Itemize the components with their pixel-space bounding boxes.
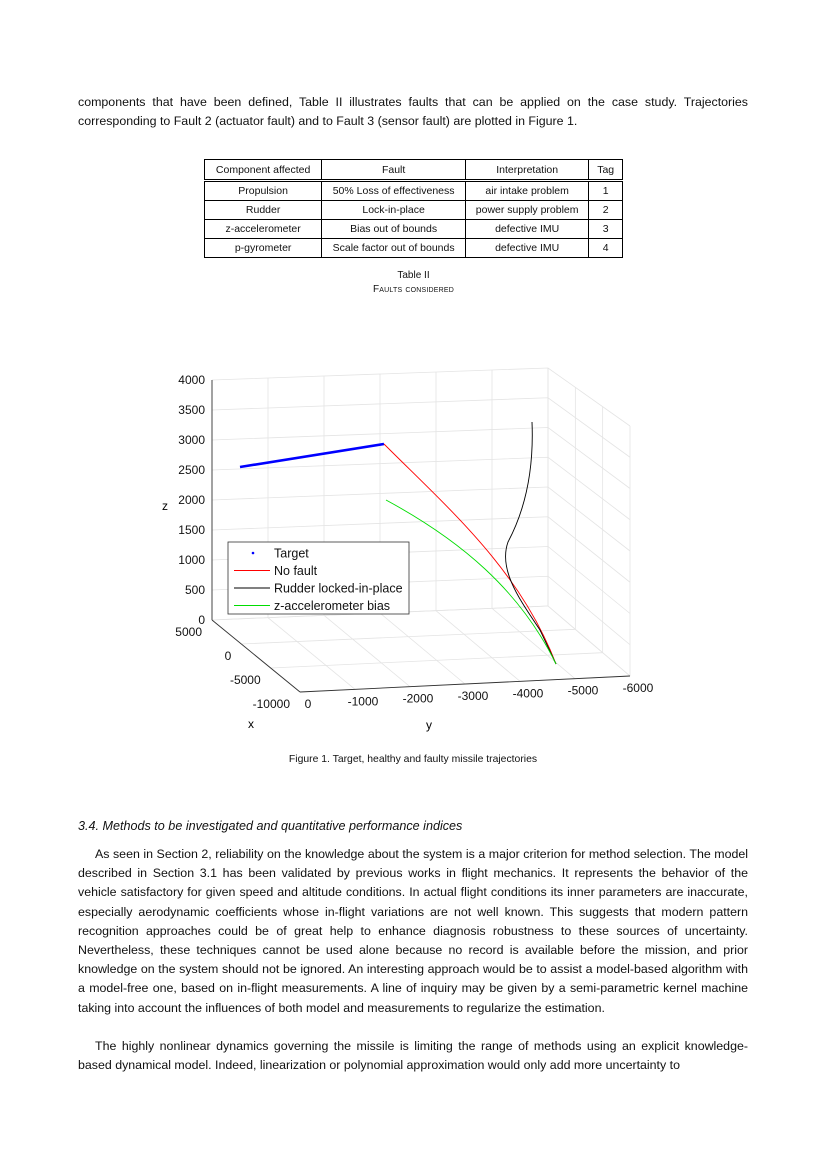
table-header-cell: Component affected [205,160,322,181]
legend-marker [252,552,255,555]
table-row [205,201,623,220]
z-tick-label: 4000 [178,373,205,387]
table-cell: defective IMU [465,239,588,258]
z-tick-label: 3500 [178,403,205,417]
y-tick-label: -6000 [622,681,654,695]
table-cell: 1 [589,181,623,201]
legend-entry: No fault [274,564,318,578]
figure-caption: Figure 1. Target, healthy and faulty missile trajectories [288,754,538,765]
z-tick-label: 0 [198,613,205,627]
table-cell: air intake problem [465,181,588,201]
grid-lines [212,368,630,692]
table-cell: Rudder [205,201,322,220]
grid-line [548,606,630,676]
grid-line [212,487,630,551]
table-caption-label: Table II [397,270,430,281]
x-tick-label: -5000 [229,673,261,687]
intro-paragraph: components that have been defined, Table II illustrates faults that can be applied on the case study. Trajectories corresponding to Fault 2 (actuator fault) and to Fault 3 (sensor fault) are plotted in Figure 1. [78,95,748,129]
table-cell: Propulsion [205,181,322,201]
table-cell: Bias out of bounds [322,220,466,239]
faults-table [204,159,623,258]
trajectory-plot [0,330,826,770]
table-row [205,220,623,239]
z-tick-label: 2000 [178,493,205,507]
grid-line [268,618,355,690]
section-heading: 3.4. Methods to be investigated and quantitative performance indices [78,819,463,833]
y-tick-label: -2000 [402,691,434,706]
table-header-cell: Interpretation [465,160,588,181]
x-axis-label: x [248,717,254,731]
z-tick-label: 1500 [178,523,205,537]
legend-entry: Rudder locked-in-place [274,581,403,596]
table-cell: Scale factor out of bounds [322,239,466,258]
plot-legend [228,542,409,614]
grid-line [212,398,630,458]
x-tick-label: 0 [224,649,232,663]
table-row [205,181,623,201]
z-tick-label: 2500 [178,463,205,477]
z-tick-label: 500 [184,583,205,597]
table-header-cell: Fault [322,160,466,181]
table-cell: power supply problem [465,201,588,220]
paragraph-1: As seen in Section 2, reliability on the knowledge about the system is a major criterion for method selection. The model described in Section 3.1 has been validated by previous works in flight mechanics. It represents the behavior of the vehicle satisfactory for given speed and altitude conditions. In actual flight conditions its inner parameters are inaccurate, especially aerodynamic coefficients whose in-flight variations are not well known. This suggests that modern pattern recognition approaches could be of great help to enhance diagnosis robustness to these sources of uncertainty. Nevertheless, these techniques cannot be used alone because no record is available before the mission, and prior knowledge on the system should not be ignored. An interesting approach would be to assist a model-based algorithm with a model-free one, based on in-flight measurements. A line of inquiry may be given by a semi-parametric kernel machine taking into account the influences of both model and measurements to regularize the estimation. [78,847,748,1015]
legend-entry: Target [274,546,309,561]
table-caption-title: Faults considered [372,284,454,295]
table-cell: p-gyrometer [205,239,322,258]
table-cell: 50% Loss of effectiveness [322,181,466,201]
legend-entry: z-accelerometer bias [274,599,391,613]
z-axis-label: z [162,499,168,513]
x-tick-label: 5000 [175,625,202,639]
grid-line [212,428,630,489]
table-cell: 4 [589,239,623,258]
x-tick-label: -10000 [252,697,290,711]
y-tick-label: -1000 [347,694,379,709]
grid-line [212,368,630,426]
table-cell: 2 [589,201,623,220]
table-header-cell: Tag [589,160,623,181]
grid-line [212,457,630,520]
axis-lines [212,380,630,692]
z-tick-label: 3000 [178,433,205,447]
table-cell: z-accelerometer [205,220,322,239]
table-cell: Lock-in-place [322,201,466,220]
y-tick-label: -3000 [457,689,489,703]
grid-line [212,606,630,676]
z-tick-label: 1000 [178,553,205,567]
y-axis-label: y [426,718,432,732]
grid-line [380,613,465,684]
target-trajectory [240,444,384,467]
table-cell: defective IMU [465,220,588,239]
grid-line [324,615,410,686]
y-tick-label: -5000 [567,683,599,698]
y-tick-label: -4000 [512,686,544,701]
table-header-row [205,160,623,181]
table-cell: 3 [589,220,623,239]
y-tick-label: 0 [304,697,312,711]
paragraph-2: The highly nonlinear dynamics governing the missile is limiting the range of methods using an explicit knowledge-based dynamical model. Indeed, linearization or polynomial approximation would only add more uncertainty to [78,1039,748,1073]
table-row [205,239,623,258]
